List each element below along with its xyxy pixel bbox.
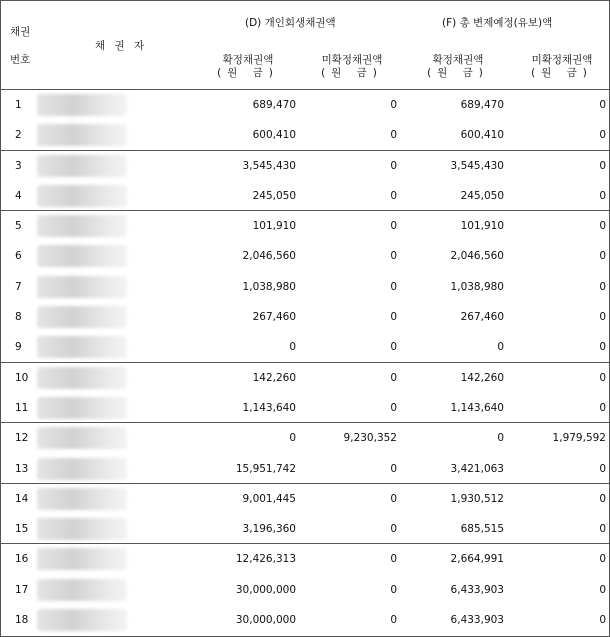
table-row (1, 90, 609, 120)
d-confirmed-amount: 600,410 (252, 129, 296, 142)
d-unconfirmed-amount: 0 (390, 553, 397, 566)
f-confirmed-amount: 142,260 (460, 371, 504, 384)
d-confirmed-amount: 30,000,000 (235, 583, 296, 596)
table-row (1, 302, 609, 332)
table-row (1, 575, 609, 605)
d-unconfirmed-amount: 0 (390, 159, 397, 172)
table-row (1, 514, 609, 544)
creditor-name-redacted (37, 276, 127, 298)
header-f-unconfirmed-unit: (원 금) (531, 66, 593, 79)
row-number: 4 (15, 189, 22, 202)
header-number-line2: 번호 (10, 54, 31, 66)
f-unconfirmed-amount: 0 (599, 159, 606, 172)
creditor-name-redacted (37, 458, 127, 480)
f-unconfirmed-amount: 0 (599, 250, 606, 263)
f-confirmed-amount: 1,143,640 (450, 401, 504, 414)
f-confirmed-amount: 600,410 (460, 129, 504, 142)
d-unconfirmed-amount: 0 (390, 614, 397, 627)
d-unconfirmed-amount: 0 (390, 462, 397, 475)
table-row (1, 211, 609, 241)
creditor-name-redacted (37, 518, 127, 540)
creditor-name-redacted (37, 245, 127, 267)
d-unconfirmed-amount: 0 (390, 341, 397, 354)
row-number: 6 (15, 250, 22, 263)
f-confirmed-amount: 2,664,991 (450, 553, 504, 566)
d-unconfirmed-amount: 0 (390, 280, 397, 293)
d-confirmed-amount: 142,260 (252, 371, 296, 384)
f-unconfirmed-amount: 0 (599, 553, 606, 566)
row-number: 3 (15, 159, 22, 172)
table-row (1, 120, 609, 150)
row-number: 15 (15, 523, 29, 536)
row-number: 16 (15, 553, 29, 566)
d-confirmed-amount: 0 (289, 432, 296, 445)
f-unconfirmed-amount: 0 (599, 462, 606, 475)
f-unconfirmed-amount: 0 (599, 341, 606, 354)
row-number: 7 (15, 280, 22, 293)
row-number: 13 (15, 462, 29, 475)
creditor-name-redacted (37, 367, 127, 389)
header-d-unconfirmed (313, 54, 391, 79)
creditor-name-redacted (37, 397, 127, 419)
row-number: 8 (15, 311, 22, 324)
creditor-name-redacted (37, 185, 127, 207)
table-row (1, 393, 609, 423)
row-number: 18 (15, 614, 29, 627)
header-creditor: 채 권 자 (95, 40, 148, 52)
f-unconfirmed-amount: 0 (599, 492, 606, 505)
row-number: 11 (15, 401, 29, 414)
f-unconfirmed-amount: 0 (599, 614, 606, 627)
header-f-confirmed-unit: (원 금) (427, 66, 489, 79)
d-unconfirmed-amount: 0 (390, 250, 397, 263)
table-row (1, 605, 609, 635)
f-unconfirmed-amount: 0 (599, 311, 606, 324)
f-unconfirmed-amount: 0 (599, 189, 606, 202)
d-unconfirmed-amount: 0 (390, 371, 397, 384)
row-number: 5 (15, 220, 22, 233)
table-row (1, 363, 609, 393)
f-unconfirmed-amount: 0 (599, 280, 606, 293)
f-unconfirmed-amount: 0 (599, 523, 606, 536)
d-unconfirmed-amount: 0 (390, 492, 397, 505)
d-unconfirmed-amount: 0 (390, 523, 397, 536)
table-header (1, 1, 609, 90)
d-confirmed-amount: 9,001,445 (242, 492, 296, 505)
d-confirmed-amount: 12,426,313 (235, 553, 296, 566)
f-confirmed-amount: 0 (497, 432, 504, 445)
creditor-name-redacted (37, 306, 127, 328)
d-unconfirmed-amount: 9,230,352 (343, 432, 397, 445)
d-confirmed-amount: 267,460 (252, 311, 296, 324)
d-confirmed-amount: 2,046,560 (242, 250, 296, 263)
d-confirmed-amount: 1,038,980 (242, 280, 296, 293)
d-unconfirmed-amount: 0 (390, 189, 397, 202)
d-unconfirmed-amount: 0 (390, 583, 397, 596)
d-unconfirmed-amount: 0 (390, 99, 397, 111)
d-confirmed-amount: 689,470 (252, 99, 296, 111)
f-unconfirmed-amount: 0 (599, 99, 606, 111)
creditor-name-redacted (37, 488, 127, 510)
row-number: 17 (15, 583, 29, 596)
header-d-unconfirmed-unit: (원 금) (321, 66, 383, 79)
header-f-group: (F) 총 변제예정(유보)액 (442, 17, 553, 29)
f-confirmed-amount: 2,046,560 (450, 250, 504, 263)
d-confirmed-amount: 3,196,360 (242, 523, 296, 536)
f-confirmed-amount: 685,515 (460, 523, 504, 536)
header-f-unconfirmed (523, 54, 601, 79)
d-confirmed-amount: 15,951,742 (235, 462, 296, 475)
row-number: 2 (15, 129, 22, 142)
header-number-line1: 채권 (10, 26, 31, 38)
creditor-name-redacted (37, 579, 127, 601)
f-confirmed-amount: 245,050 (460, 189, 504, 202)
d-unconfirmed-amount: 0 (390, 129, 397, 142)
d-confirmed-amount: 101,910 (252, 220, 296, 233)
f-confirmed-amount: 0 (497, 341, 504, 354)
f-confirmed-amount: 3,545,430 (450, 159, 504, 172)
creditor-name-redacted (37, 124, 127, 146)
table-row (1, 241, 609, 271)
row-number: 1 (15, 99, 22, 111)
table-row (1, 454, 609, 484)
f-unconfirmed-amount: 0 (599, 129, 606, 142)
table-row (1, 544, 609, 574)
f-unconfirmed-amount: 0 (599, 371, 606, 384)
creditor-name-redacted (37, 94, 127, 116)
f-confirmed-amount: 101,910 (460, 220, 504, 233)
header-d-confirmed-unit: (원 금) (217, 66, 279, 79)
row-number: 10 (15, 371, 29, 384)
creditor-name-redacted (37, 155, 127, 177)
f-confirmed-amount: 6,433,903 (450, 614, 504, 627)
f-confirmed-amount: 267,460 (460, 311, 504, 324)
table-row (1, 332, 609, 362)
d-confirmed-amount: 245,050 (252, 189, 296, 202)
d-confirmed-amount: 30,000,000 (235, 614, 296, 627)
table-row (1, 151, 609, 181)
f-unconfirmed-amount: 0 (599, 583, 606, 596)
table-body (1, 90, 609, 635)
creditor-name-redacted (37, 427, 127, 449)
header-d-confirmed (215, 54, 281, 79)
row-number: 14 (15, 492, 29, 505)
row-number: 9 (15, 341, 22, 354)
header-f-confirmed-label: 확정채권액 (432, 54, 484, 66)
f-confirmed-amount: 3,421,063 (450, 462, 504, 475)
d-confirmed-amount: 1,143,640 (242, 401, 296, 414)
d-unconfirmed-amount: 0 (390, 401, 397, 414)
creditor-name-redacted (37, 548, 127, 570)
f-confirmed-amount: 6,433,903 (450, 583, 504, 596)
creditor-name-redacted (37, 609, 127, 631)
f-confirmed-amount: 1,930,512 (450, 492, 504, 505)
f-unconfirmed-amount: 0 (599, 401, 606, 414)
d-unconfirmed-amount: 0 (390, 311, 397, 324)
header-d-unconfirmed-label: 미확정채권액 (321, 54, 383, 66)
table-row (1, 423, 609, 453)
header-f-confirmed (425, 54, 491, 79)
table-row (1, 181, 609, 211)
header-d-confirmed-label: 확정채권액 (222, 54, 274, 66)
table-row (1, 484, 609, 514)
f-unconfirmed-amount: 1,979,592 (552, 432, 606, 445)
header-f-unconfirmed-label: 미확정채권액 (531, 54, 593, 66)
header-d-group: (D) 개인회생채권액 (245, 17, 336, 29)
creditor-name-redacted (37, 215, 127, 237)
d-confirmed-amount: 3,545,430 (242, 159, 296, 172)
f-confirmed-amount: 1,038,980 (450, 280, 504, 293)
f-unconfirmed-amount: 0 (599, 220, 606, 233)
d-confirmed-amount: 0 (289, 341, 296, 354)
d-unconfirmed-amount: 0 (390, 220, 397, 233)
table-row (1, 272, 609, 302)
f-confirmed-amount: 689,470 (460, 99, 504, 111)
creditor-name-redacted (37, 336, 127, 358)
row-number: 12 (15, 432, 29, 445)
